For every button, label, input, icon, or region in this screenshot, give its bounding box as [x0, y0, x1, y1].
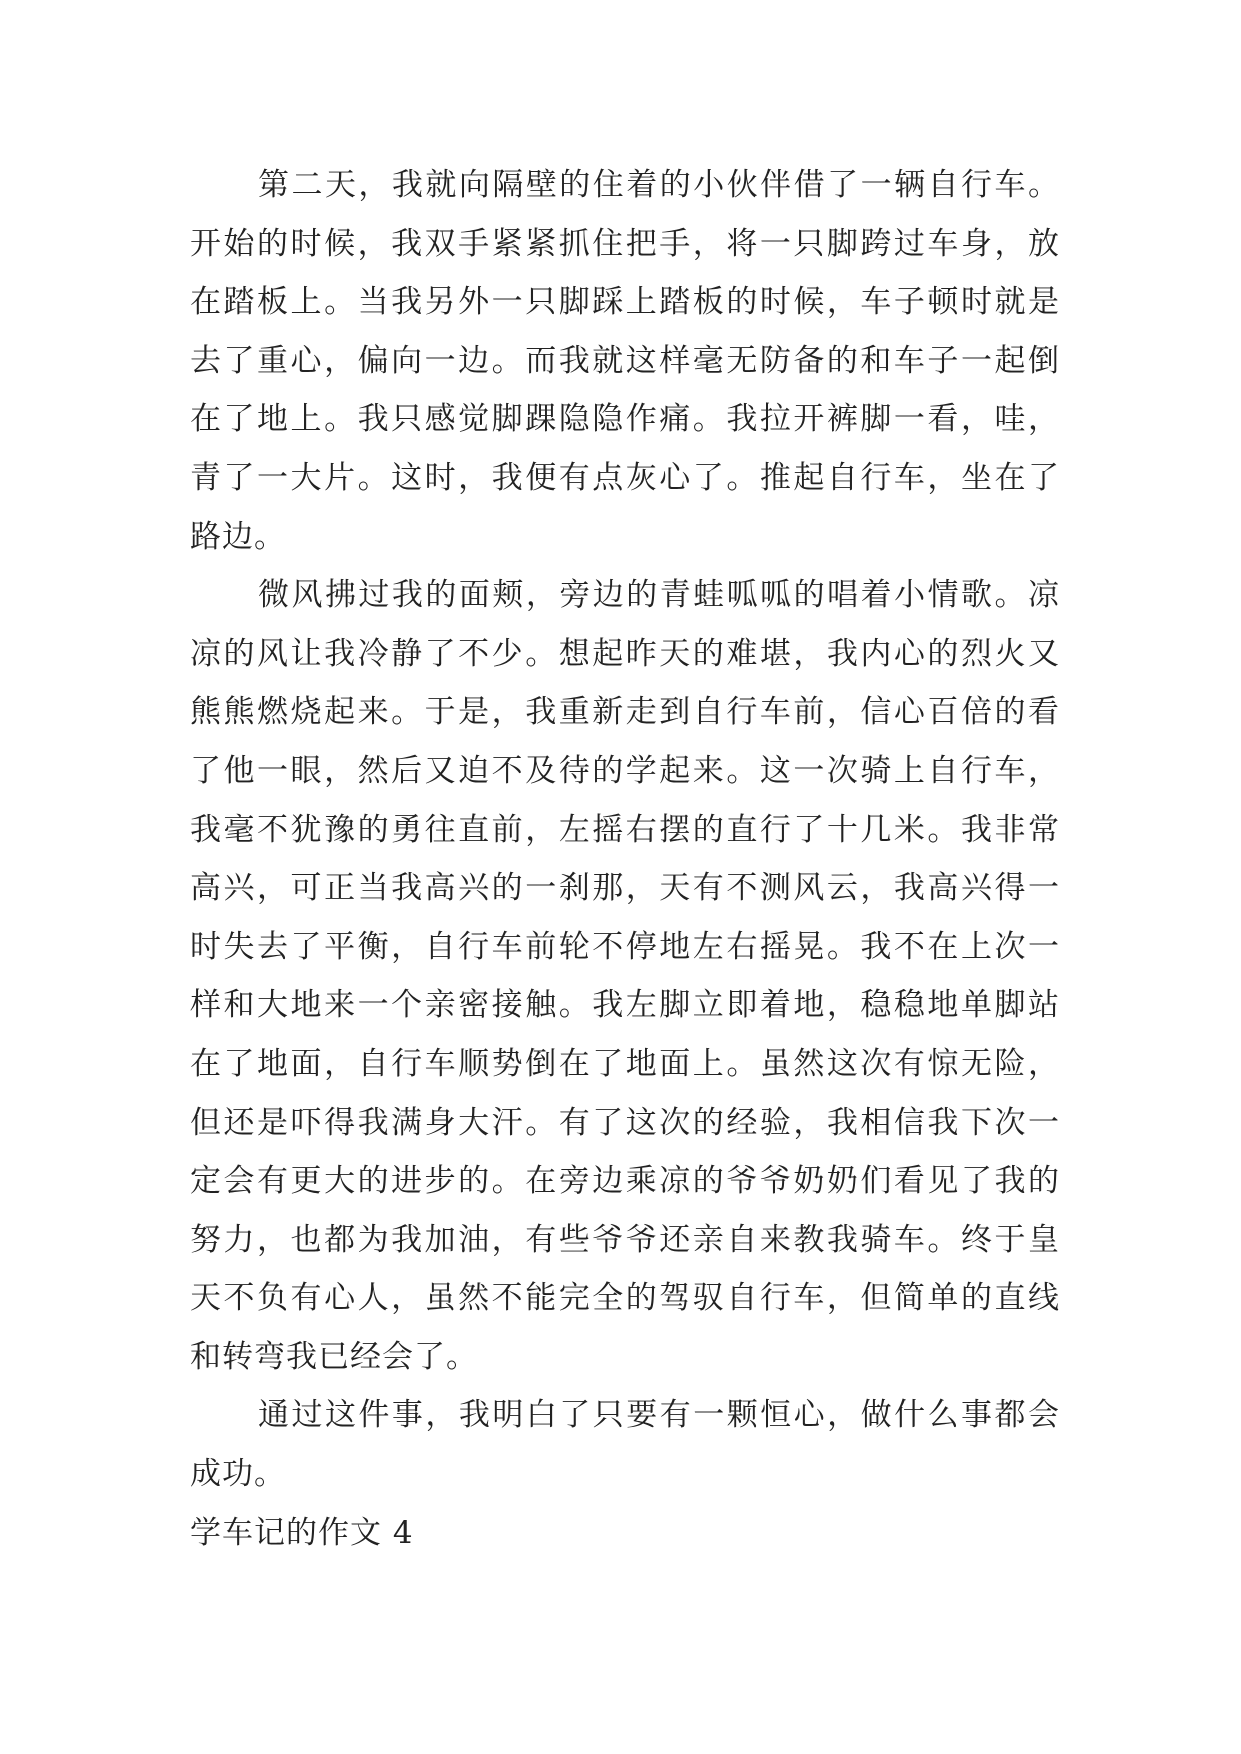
paragraph-1 — [190, 156, 1060, 566]
paragraph-2 — [190, 566, 1060, 1386]
text-line: 第二天，我就向隔壁的住着的小伙伴借了一辆自行车。 — [258, 167, 1060, 203]
document-body — [190, 156, 1060, 1562]
paragraph-3 — [190, 1386, 1060, 1503]
section-heading: 学车记的作文 4 — [190, 1514, 414, 1551]
text-line: 熊熊燃烧起来。于是，我重新走到自行车前，信心百倍的看 — [190, 694, 1060, 731]
text-line: 我毫不犹豫的勇往直前，左摇右摆的直行了十几米。我非常 — [190, 811, 1060, 848]
text-line: 青了一大片。这时，我便有点灰心了。推起自行车，坐在了 — [190, 459, 1060, 496]
text-line: 在了地上。我只感觉脚踝隐隐作痛。我拉开裤脚一看，哇， — [190, 401, 1060, 438]
text-line: 高兴，可正当我高兴的一刹那，天有不测风云，我高兴得一 — [190, 870, 1060, 907]
text-line: 天不负有心人，虽然不能完全的驾驭自行车，但简单的直线 — [190, 1280, 1060, 1317]
text-line: 去了重心，偏向一边。而我就这样毫无防备的和车子一起倒 — [190, 342, 1060, 379]
text-line: 微风拂过我的面颊，旁边的青蛙呱呱的唱着小情歌。凉 — [258, 577, 1060, 614]
text-line: 在踏板上。当我另外一只脚踩上踏板的时候，车子顿时就是 — [190, 284, 1060, 321]
text-line: 时失去了平衡，自行车前轮不停地左右摇晃。我不在上次一 — [190, 928, 1060, 965]
text-line: 成功。 — [190, 1456, 286, 1493]
text-line: 样和大地来一个亲密接触。我左脚立即着地，稳稳地单脚站 — [190, 987, 1060, 1024]
text-line: 了他一眼，然后又迫不及待的学起来。这一次骑上自行车， — [190, 752, 1060, 789]
text-line: 开始的时候，我双手紧紧抓住把手，将一只脚跨过车身，放 — [190, 225, 1060, 262]
text-line: 路边。 — [190, 518, 286, 555]
text-line: 通过这件事，我明白了只要有一颗恒心，做什么事都会 — [258, 1397, 1060, 1434]
text-line: 凉的风让我冷静了不少。想起昨天的难堪，我内心的烈火又 — [190, 635, 1060, 672]
text-line: 在了地面，自行车顺势倒在了地面上。虽然这次有惊无险， — [190, 1045, 1060, 1082]
text-line: 定会有更大的进步的。在旁边乘凉的爷爷奶奶们看见了我的 — [190, 1163, 1060, 1200]
text-line: 和转弯我已经会了。 — [190, 1338, 478, 1375]
text-line: 努力，也都为我加油，有些爷爷还亲自来教我骑车。终于皇 — [190, 1221, 1060, 1258]
text-line: 但还是吓得我满身大汗。有了这次的经验，我相信我下次一 — [190, 1104, 1060, 1141]
